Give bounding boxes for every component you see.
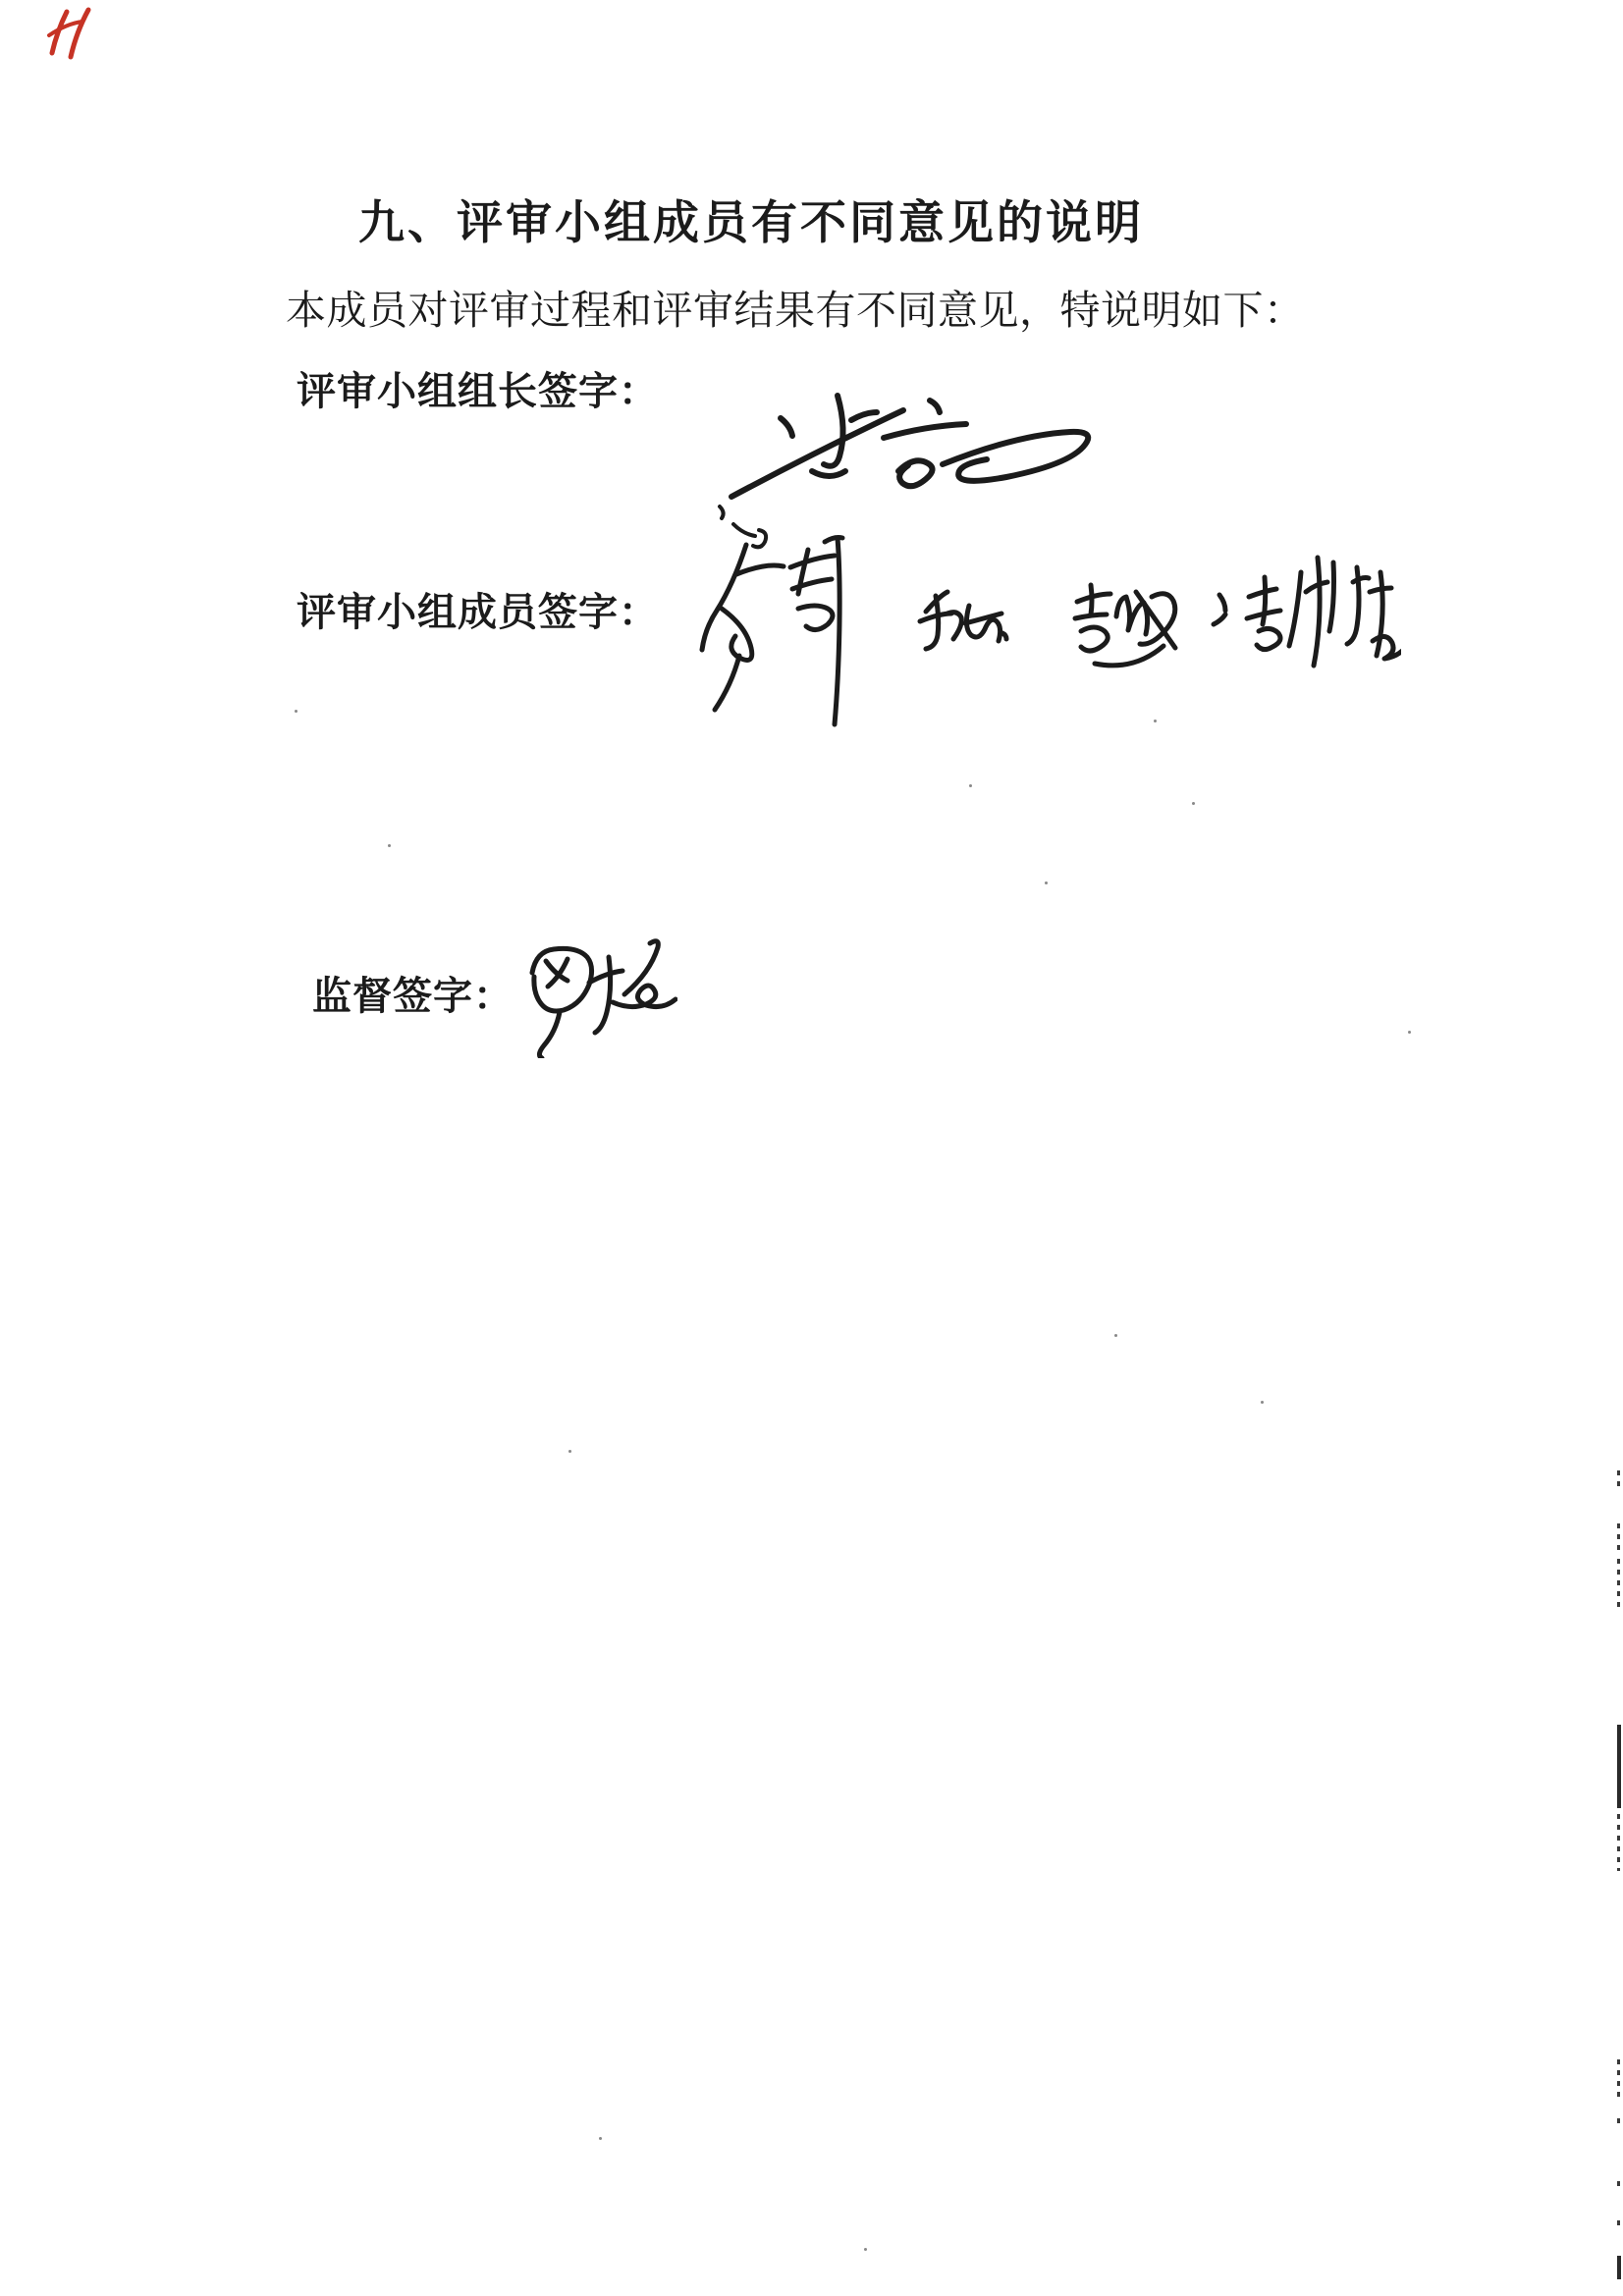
scan-speck [1154, 720, 1157, 722]
scan-speck [295, 710, 298, 713]
scan-speck [1261, 1401, 1264, 1404]
page-edge-artifact [1617, 1814, 1620, 1871]
member-signature-2 [908, 584, 1021, 661]
member-signature-3 [1065, 577, 1188, 682]
scan-speck [599, 2137, 602, 2140]
section-title: 九、评审小组成员有不同意见的说明 [358, 198, 1144, 249]
scan-speck [568, 1450, 571, 1453]
scan-speck [969, 784, 972, 787]
red-ink-mark [41, 6, 104, 67]
scan-speck [1114, 1334, 1117, 1337]
supervisor-signature [503, 935, 677, 1058]
member-signature-1 [692, 530, 874, 731]
scan-speck [1408, 1031, 1411, 1034]
scan-speck [388, 844, 391, 847]
scan-speck [864, 2248, 867, 2251]
page-edge-artifact [1617, 2220, 1620, 2228]
page-edge-artifact [1617, 2059, 1620, 2101]
page-edge-artifact [1617, 1523, 1620, 1553]
supervisor-signature-label: 监督签字： [312, 974, 514, 1018]
statement-text: 本成员对评审过程和评审结果有不同意见，特说明如下： [286, 288, 1305, 333]
page-edge-artifact [1617, 1470, 1620, 1488]
page-edge-artifact [1617, 2256, 1621, 2279]
scan-speck [1045, 881, 1048, 884]
member-signature-4 [1208, 548, 1401, 682]
members-signature-label: 评审小组成员签字： [297, 590, 659, 634]
page-edge-artifact [1617, 1559, 1620, 1613]
scan-speck [1192, 802, 1195, 805]
page-edge-artifact [1617, 2181, 1620, 2189]
page-edge-artifact [1617, 1725, 1621, 1808]
leader-signature-label: 评审小组组长签字： [297, 369, 659, 413]
page-edge-artifact [1617, 2118, 1620, 2128]
